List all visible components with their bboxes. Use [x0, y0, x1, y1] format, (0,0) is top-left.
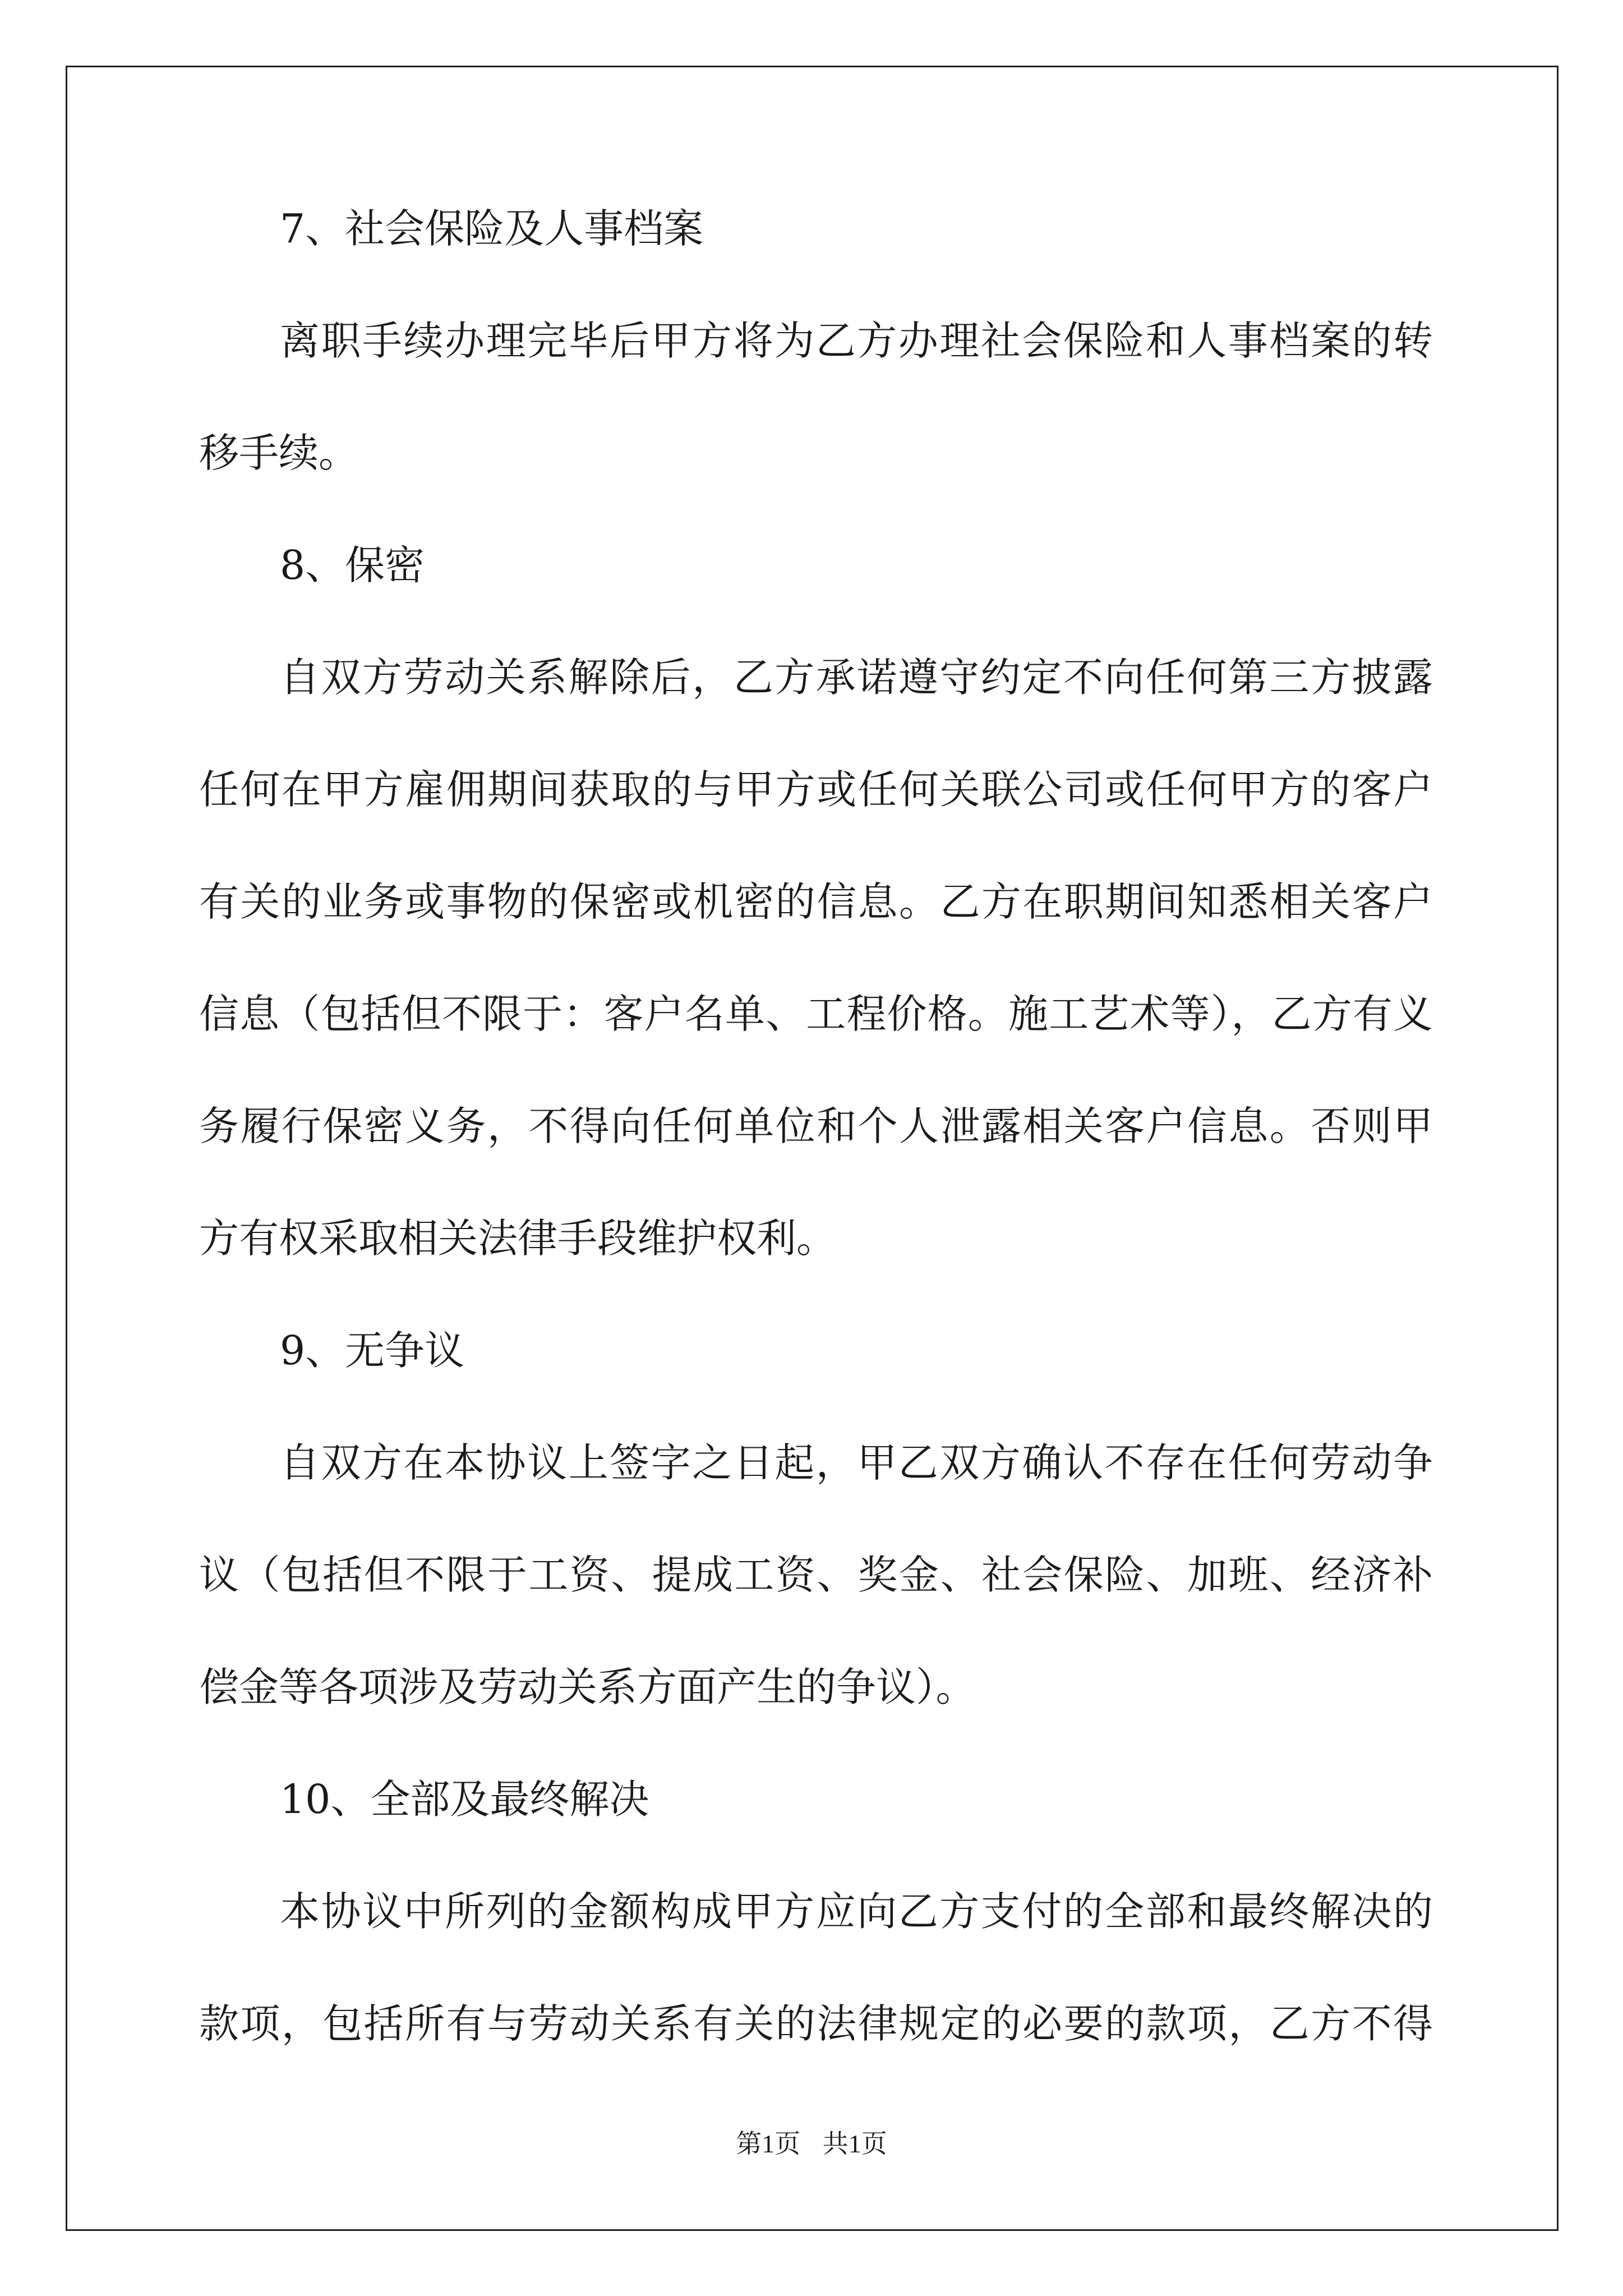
- section-7-paragraph-line: 移手续。: [199, 430, 359, 476]
- section-10-paragraph-line: 本协议中所列的金额构成甲方应向乙方支付的全部和最终解决的: [280, 1888, 1433, 1935]
- section-9-paragraph-line: 议（包括但不限于工资、提成工资、奖金、社会保险、加班、经济补: [199, 1552, 1433, 1598]
- section-10-paragraph-line: 款项，包括所有与劳动关系有关的法律规定的必要的款项，乙方不得: [199, 2000, 1433, 2047]
- section-7-paragraph-line: 离职手续办理完毕后甲方将为乙方办理社会保险和人事档案的转: [280, 318, 1433, 364]
- section-9-paragraph-line: 自双方在本协议上签字之日起，甲乙双方确认不存在任何劳动争: [280, 1439, 1433, 1486]
- page-number: 第1页: [736, 2129, 801, 2158]
- section-9-paragraph-line: 偿金等各项涉及劳动关系方面产生的争议）。: [199, 1664, 976, 1710]
- section-8-paragraph-line: 任何在甲方雇佣期间获取的与甲方或任何关联公司或任何甲方的客户: [199, 766, 1433, 813]
- page-footer: [0, 2127, 1623, 2161]
- section-10-heading: 10、全部及最终解决: [280, 1776, 649, 1823]
- section-8-paragraph-line: 方有权采取相关法律手段维护权利。: [199, 1215, 837, 1262]
- page-total: 共1页: [822, 2129, 887, 2158]
- section-8-paragraph-line: 信息（包括但不限于：客户名单、工程价格。施工艺术等），乙方有义: [199, 991, 1433, 1037]
- section-8-heading: 8、保密: [280, 542, 425, 588]
- section-9-heading: 9、无争议: [280, 1327, 465, 1374]
- section-7-heading: 7、社会保险及人事档案: [280, 205, 704, 252]
- section-8-paragraph-line: 有关的业务或事物的保密或机密的信息。乙方在职期间知悉相关客户: [199, 878, 1433, 925]
- section-8-paragraph-line: 自双方劳动关系解除后，乙方承诺遵守约定不向任何第三方披露: [280, 654, 1433, 701]
- document-body: [199, 201, 1433, 2108]
- section-8-paragraph-line: 务履行保密义务，不得向任何单位和个人泄露相关客户信息。否则甲: [199, 1103, 1433, 1149]
